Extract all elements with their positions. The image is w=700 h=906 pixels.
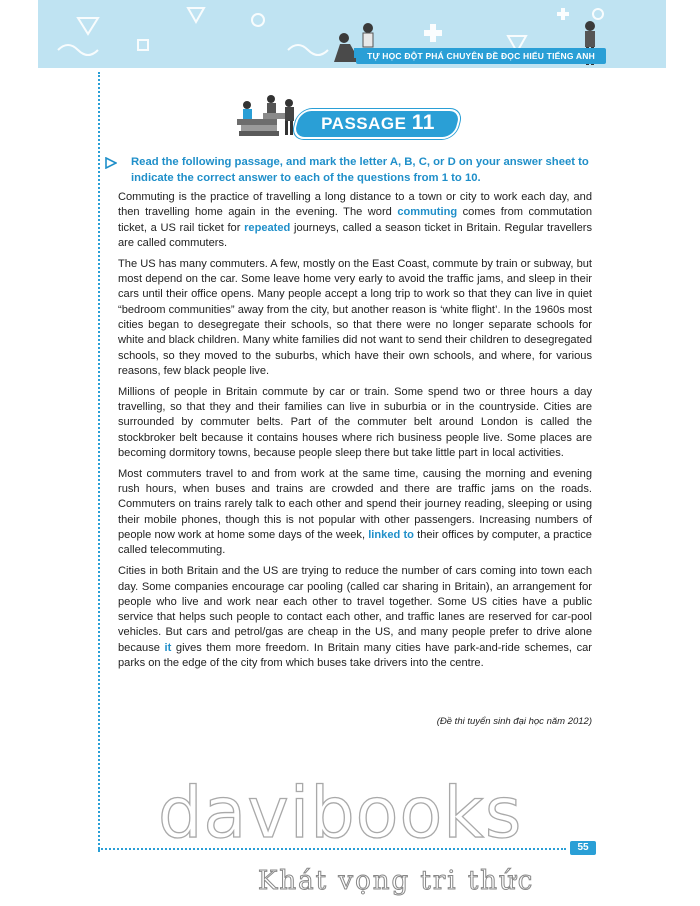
footer-dotted-line bbox=[98, 848, 566, 850]
passage-badge bbox=[233, 105, 463, 137]
readers-illustration-icon bbox=[233, 91, 303, 137]
highlight-linked-to: linked to bbox=[368, 529, 414, 542]
header-banner bbox=[38, 0, 666, 68]
instruction-text: Read the following passage, and mark the letter A, B, C, or D on your answer sheet to indicate the correct answer to each of the questions from 1 to 10. bbox=[131, 156, 589, 184]
p5-text-b: gives them more freedom. In Britain many cities have park-and-ride schemes, car parks on the edge of the city from which buses take drivers into the centre. bbox=[118, 641, 592, 669]
page-number: 55 bbox=[570, 841, 596, 855]
watermark-slogan: Khát vọng tri thức bbox=[258, 866, 535, 896]
paragraph-5 bbox=[118, 564, 592, 671]
passage-body bbox=[118, 190, 592, 677]
highlight-repeated: repeated bbox=[244, 221, 291, 234]
p1-text-b: comes from commutation ticket, a US rail ticket for bbox=[118, 206, 592, 234]
source-citation: (Đề thi tuyển sinh đại học năm 2012) bbox=[436, 716, 592, 727]
paragraph-3: Millions of people in Britain commute by car or train. Some spend two or three hours a day travelling, so that they and their families can live in suburbia or in the countryside. Cities are surrounded by commuter belts. Part of the commuter belt around London is called the stockbroker belt because it contains houses where rich business people live. Some places are becoming dormitory towns, because people sleep there but take little part in local activities. bbox=[118, 385, 592, 459]
p4-text-b: their offices by computer, a practice called telecommuting. bbox=[118, 529, 592, 557]
passage-word: PASSAGE bbox=[321, 114, 407, 133]
paragraph-4 bbox=[118, 467, 592, 559]
watermark-logo: davibooks bbox=[158, 772, 523, 854]
paragraph-2: The US has many commuters. A few, mostly on the East Coast, commute by train or subway, but most depend on the car. Some leave home very early to avoid the traffic jams, and sleep in their cars until their office opens. Many people accept a long trip to work so that they can live in quiet “bedroom communities” away from the city, but another reason is ‘white flight’. In the 1960s most cities began to desegregate their schools, so that there were no longer separate schools for white and black children. Many white families did not want to send their children to desegregated schools, so they moved to the suburbs, which have their own schools, and where, for various reasons, few black people live. bbox=[118, 257, 592, 377]
highlight-commuting: commuting bbox=[397, 206, 458, 219]
p4-text-a: Most commuters travel to and from work at the same time, causing the morning and evening rush hours, when buses and trains are crowded and there are traffic jams on the roads. Commuters on trains rarely talk to each other and spend their journey reading, sleeping or using their mobile phones, though this is not popular with other passengers. Increasing numbers of people now work at home some days of the week, bbox=[118, 467, 592, 542]
p5-text-a: Cities in both Britain and the US are trying to reduce the number of cars coming into town each day. Some companies encourage car pooling (called car sharing in Britain), an arrangement for people who live and work near each other to travel together. Some US cities have a public service that helps such people to contact each other, and traffic lanes are reserved for car-pool vehicles. But cars and petrol/gas are cheap in the US, and many people prefer to drive alone because bbox=[118, 565, 592, 654]
p1-text-a: Commuting is the practice of travelling a long distance to a town or city to work each day, and then travelling home again in the evening. The word bbox=[118, 191, 592, 219]
margin-dotted-line bbox=[98, 72, 100, 852]
paragraph-1 bbox=[118, 190, 592, 251]
play-arrow-icon bbox=[105, 157, 117, 169]
p1-text-c: journeys, called a season ticket in Britain. Regular travellers are called commuters. bbox=[118, 221, 592, 249]
highlight-it: it bbox=[164, 641, 172, 654]
header-title: TỰ HỌC ĐỘT PHÁ CHUYÊN ĐỀ ĐỌC HIỂU TIẾNG ANH bbox=[356, 48, 606, 64]
passage-label bbox=[303, 110, 453, 136]
passage-number: 11 bbox=[411, 111, 435, 134]
